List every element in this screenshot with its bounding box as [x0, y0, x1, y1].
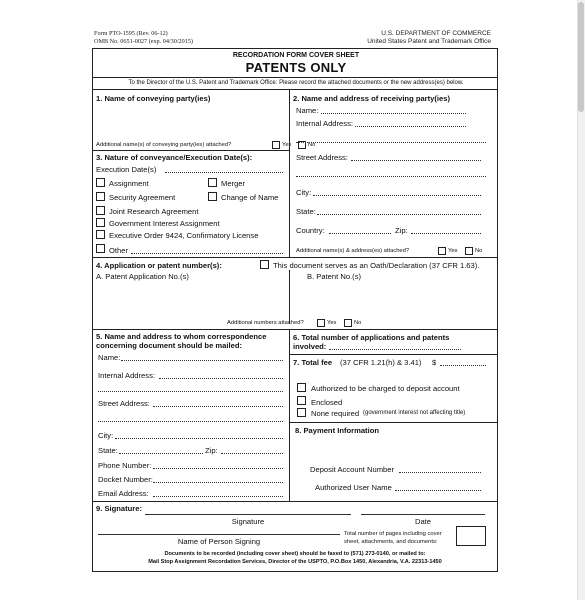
recordation-form: [92, 48, 498, 572]
date-label: Date: [414, 517, 432, 526]
receiving-city-label: City:: [296, 188, 312, 197]
correspondent-street-field[interactable]: [153, 406, 283, 407]
section-2-yes-label: Yes: [448, 248, 458, 254]
email-address-field[interactable]: [153, 496, 283, 497]
section-2-yes-checkbox[interactable]: [438, 247, 446, 255]
merger-checkbox[interactable]: [208, 178, 217, 187]
section-4-yes-checkbox[interactable]: [317, 319, 325, 327]
other-checkbox[interactable]: [96, 244, 105, 253]
other-field[interactable]: [131, 253, 283, 254]
column-divider: [289, 270, 290, 324]
section-7-title: 7. Total fee: [293, 358, 333, 367]
correspondent-name-label: Name:: [98, 353, 121, 362]
enclosed-label: Enclosed: [311, 398, 343, 407]
receiving-city-field[interactable]: [313, 195, 481, 196]
section-2-additional: Additional name(s) & address(es) attached?: [296, 248, 410, 254]
signature-label: Signature: [231, 517, 265, 526]
section-3-title: 3. Nature of conveyance/Execution Date(s):: [96, 153, 253, 162]
scrollbar-thumb[interactable]: [578, 2, 584, 112]
patent-number-label: B. Patent No.(s): [307, 272, 362, 281]
receiving-country-field[interactable]: [329, 233, 391, 234]
correspondent-state-field[interactable]: [119, 453, 203, 454]
authorized-deposit-label: Authorized to be charged to deposit account: [311, 384, 460, 393]
section-1-no-label: No: [308, 142, 316, 148]
executive-order-label: Executive Order 9424, Confirmatory License: [109, 231, 259, 240]
authorized-user-label: Authorized User Name: [315, 483, 392, 492]
authorized-deposit-checkbox[interactable]: [297, 383, 306, 392]
phone-number-field[interactable]: [153, 468, 283, 469]
correspondent-name-field[interactable]: [121, 360, 283, 361]
receiving-state-label: State:: [296, 207, 316, 216]
section-1-title: 1. Name of conveying party(ies): [96, 94, 211, 103]
correspondent-zip-field[interactable]: [221, 453, 283, 454]
receiving-zip-field[interactable]: [411, 233, 481, 234]
receiving-country-label: Country:: [296, 226, 325, 235]
patents-only-title: PATENTS ONLY: [245, 60, 347, 75]
correspondent-street-label: Street Address:: [98, 399, 150, 408]
change-of-name-checkbox[interactable]: [208, 192, 217, 201]
total-pages-field[interactable]: [456, 526, 486, 546]
correspondent-zip-label: Zip:: [205, 446, 218, 455]
divider: [93, 89, 497, 90]
government-interest-label: Government Interest Assignment: [109, 219, 220, 228]
person-signing-label: Name of Person Signing: [177, 537, 261, 546]
receiving-name-field[interactable]: [321, 113, 466, 114]
section-6-title-line-2: involved:: [293, 342, 327, 351]
department-name: U.S. DEPARTMENT OF COMMERCE: [381, 30, 491, 37]
divider: [93, 150, 290, 151]
none-required-note: (government interest not affecting title): [363, 410, 466, 416]
oath-checkbox[interactable]: [260, 260, 269, 269]
email-address-label: Email Address:: [98, 489, 149, 498]
total-pages-text: [344, 530, 442, 546]
correspondent-city-field[interactable]: [115, 438, 283, 439]
section-2-title: 2. Name and address of receiving party(ies): [293, 94, 450, 103]
section-6-title-line-1: 6. Total number of applications and patents: [293, 333, 450, 342]
omb-number: OMB No. 0651-0027 (exp. 04/30/2015): [94, 38, 193, 45]
divider: [290, 422, 497, 423]
authorized-user-field[interactable]: [395, 490, 481, 491]
section-2-no-label: No: [475, 248, 483, 254]
change-of-name-label: Change of Name: [221, 193, 279, 202]
section-9-title: 9. Signature:: [96, 504, 142, 513]
correspondent-state-label: State:: [98, 446, 118, 455]
executive-order-checkbox[interactable]: [96, 230, 105, 239]
other-label: Other: [109, 246, 128, 255]
receiving-street-field[interactable]: [351, 160, 481, 161]
receiving-internal-field[interactable]: [355, 126, 466, 127]
section-2-no-checkbox[interactable]: [465, 247, 473, 255]
security-agreement-checkbox[interactable]: [96, 192, 105, 201]
total-applications-field[interactable]: [329, 349, 461, 350]
assignment-label: Assignment: [109, 179, 149, 188]
section-4-no-checkbox[interactable]: [344, 319, 352, 327]
yes-box-last: [272, 141, 280, 149]
total-fee-field[interactable]: [440, 365, 486, 366]
total-pages-line-1: Total number of pages including cover: [344, 531, 442, 537]
office-name: United States Patent and Trademark Office: [367, 38, 491, 45]
section-1-yes-label: Yes: [282, 142, 292, 148]
correspondent-street-field-2[interactable]: [98, 421, 283, 422]
none-required-checkbox[interactable]: [297, 408, 306, 417]
deposit-account-field[interactable]: [399, 472, 481, 473]
joint-research-checkbox[interactable]: [96, 206, 105, 215]
correspondent-city-label: City:: [98, 431, 114, 440]
column-divider: [289, 89, 290, 257]
footer-line-1: Documents to be recorded (including cover sheet) should be faxed to (571) 273-0140, or mailed to:: [164, 551, 426, 557]
person-signing-field[interactable]: [98, 534, 340, 535]
section-4-no-label: No: [354, 320, 362, 326]
divider: [93, 257, 497, 258]
director-instruction: To the Director of the U.S. Patent and Trademark Office: Please record the attached documents or the new address(es) below.: [128, 80, 464, 86]
form-number: Form PTO-1595 (Rev. 06-12): [94, 30, 168, 37]
receiving-street-field-2[interactable]: [296, 176, 486, 177]
joint-research-label: Joint Research Agreement: [109, 207, 199, 216]
execution-date-field[interactable]: [165, 172, 283, 173]
divider: [93, 329, 497, 330]
form-header-left: [94, 30, 193, 46]
assignment-checkbox[interactable]: [96, 178, 105, 187]
phone-number-label: Phone Number:: [98, 461, 152, 470]
date-field[interactable]: [361, 514, 485, 515]
section-1-additional: Additional name(s) of conveying party(ies) attached?: [96, 142, 232, 148]
patent-application-label: A. Patent Application No.(s): [96, 272, 189, 281]
execution-date-label: Execution Date(s): [96, 165, 157, 174]
receiving-internal-field-2[interactable]: [296, 142, 486, 143]
receiving-state-field[interactable]: [317, 214, 481, 215]
form-title: RECORDATION FORM COVER SHEET: [232, 52, 360, 59]
security-agreement-label: Security Agreement: [109, 193, 176, 202]
docket-number-label: Docket Number:: [98, 475, 153, 484]
section-4-title: 4. Application or patent number(s):: [96, 261, 222, 270]
receiving-street-label: Street Address:: [296, 153, 348, 162]
section-5-title-line-1: 5. Name and address to whom correspondence: [96, 332, 267, 341]
section-4-yes-label: Yes: [327, 320, 337, 326]
divider: [93, 77, 497, 78]
total-pages-line-2: sheet, attachments, and documents:: [344, 539, 438, 545]
receiving-internal-label: Internal Address:: [296, 119, 353, 128]
docket-number-field[interactable]: [153, 482, 283, 483]
divider: [93, 501, 497, 502]
receiving-zip-label: Zip:: [395, 226, 408, 235]
none-required-label: None required: [311, 409, 360, 418]
vertical-scrollbar[interactable]: [577, 0, 585, 600]
correspondent-internal-field[interactable]: [159, 378, 283, 379]
divider: [290, 354, 497, 355]
oath-label: This document serves as an Oath/Declaration (37 CFR 1.63).: [273, 261, 480, 270]
section-5-title-line-2: concerning document should be mailed:: [96, 341, 242, 350]
fee-dollar-sign: $: [432, 358, 437, 367]
section-7-cfr: (37 CFR 1.21(h) & 3.41): [340, 358, 422, 367]
enclosed-checkbox[interactable]: [297, 396, 306, 405]
footer-line-2: Mail Stop Assignment Recordation Services, Director of the USPTO, P.O.Box 1450, Alexandria, V.A. 22313-1450: [148, 559, 442, 565]
signature-field[interactable]: [145, 514, 351, 515]
form-header-right: [340, 30, 491, 46]
correspondent-internal-field-2[interactable]: [98, 391, 283, 392]
correspondent-internal-label: Internal Address:: [98, 371, 155, 380]
receiving-name-label: Name:: [296, 106, 319, 115]
section-4-additional: Additional numbers attached?: [227, 320, 304, 326]
government-interest-checkbox[interactable]: [96, 218, 105, 227]
deposit-account-label: Deposit Account Number: [310, 465, 394, 474]
section-8-title: 8. Payment Information: [295, 426, 379, 435]
merger-label: Merger: [221, 179, 246, 188]
